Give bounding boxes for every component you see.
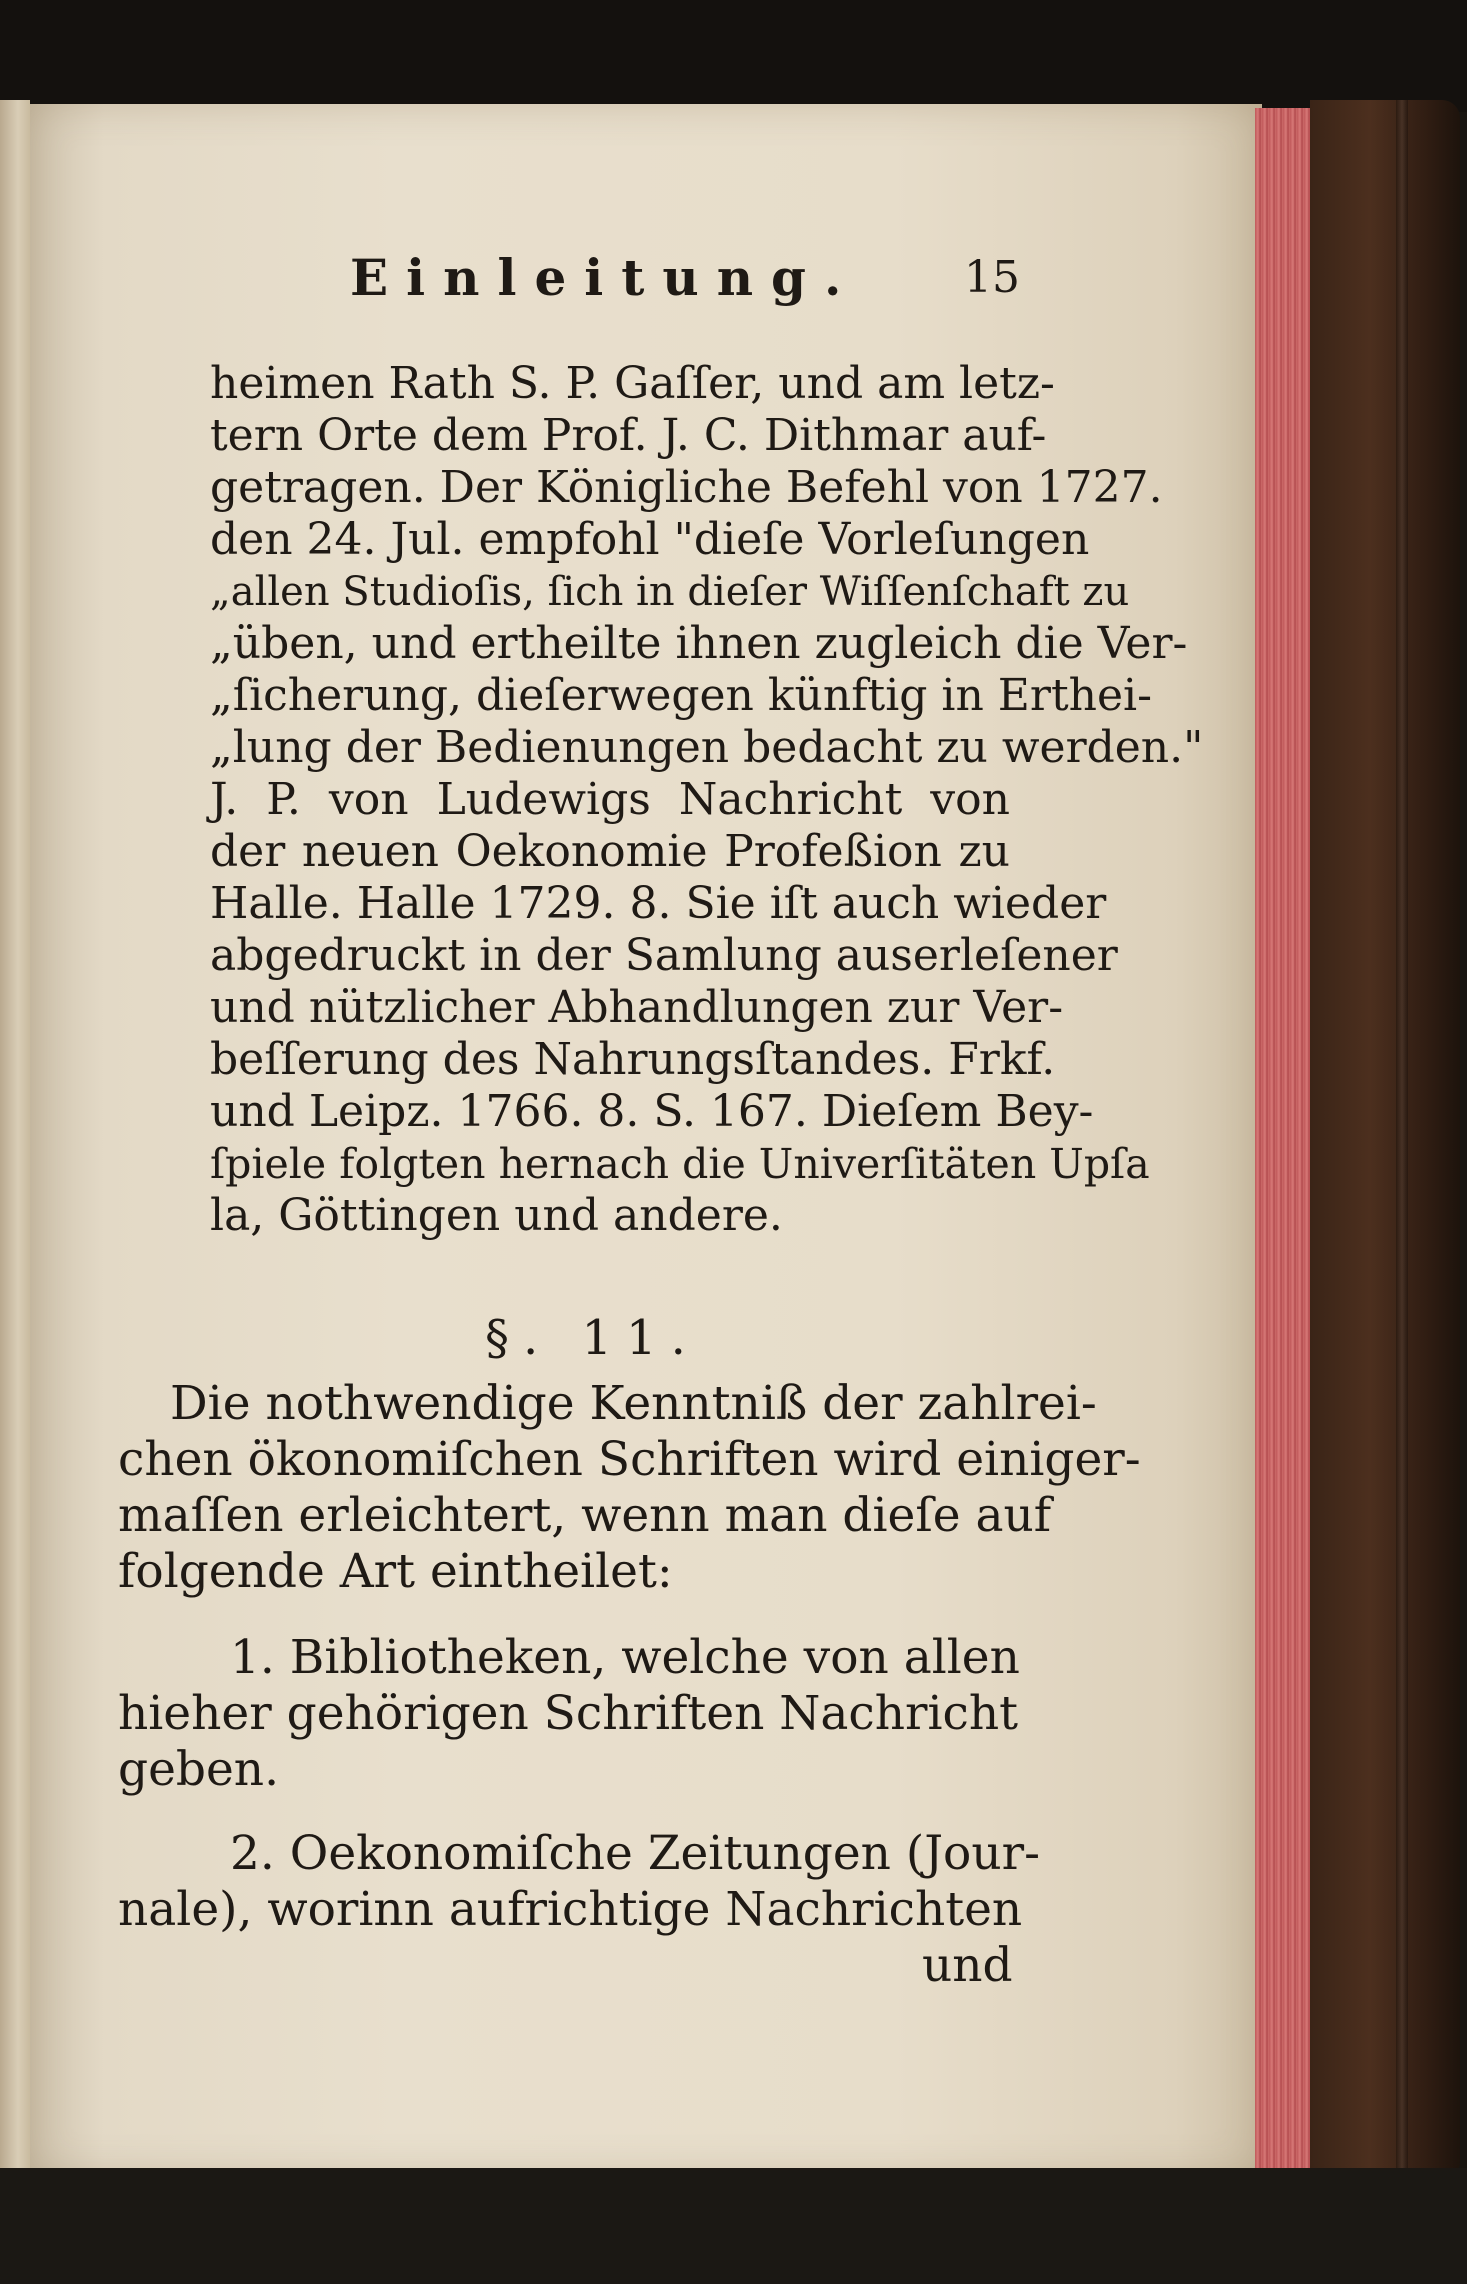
text-line: tern Orte dem Prof. J. C. Dithmar auf- xyxy=(210,410,1047,461)
text-line: Die nothwendige Kenntniß der zahlrei- xyxy=(170,1376,1097,1431)
section-heading: §. 11. xyxy=(485,1310,700,1366)
text-line: folgende Art eintheilet: xyxy=(118,1544,673,1599)
text-line: „allen Studioſis, ſich in dieſer Wiſſenſchaft zu xyxy=(210,569,1130,615)
list-item-text: geben. xyxy=(118,1742,280,1797)
page-number: 15 xyxy=(964,252,1020,303)
list-item-text: 2. Oekonomiſche Zeitungen (Jour- xyxy=(230,1826,1040,1881)
text-line: la, Göttingen und andere. xyxy=(210,1190,783,1241)
background-bottom xyxy=(0,2168,1467,2284)
text-line: den 24. Jul. empfohl "dieſe Vorleſungen xyxy=(210,514,1090,565)
text-line: und nützlicher Abhandlungen zur Ver- xyxy=(210,982,1064,1033)
text-line: beſſerung des Nahrungsſtandes. Frkf. xyxy=(210,1034,1056,1085)
text-line: „ſicherung, dieſerwegen künftig in Erthei- xyxy=(210,670,1152,721)
text-line: abgedruckt in der Samlung auserleſener xyxy=(210,930,1118,981)
page-edges-red xyxy=(1255,108,1313,2170)
background-top xyxy=(0,0,1467,112)
text-line: J. P. von Ludewigs Nachricht von xyxy=(210,774,1010,825)
catchword: und xyxy=(922,1938,1013,1993)
text-line: heimen Rath S. P. Gaſſer, und am letz- xyxy=(210,358,1055,409)
text-line: getragen. Der Königliche Befehl von 1727. xyxy=(210,462,1163,513)
text-line: der neuen Oekonomie Profeßion zu xyxy=(210,826,1010,877)
list-item-text: 1. Bibliotheken, welche von allen xyxy=(230,1630,1020,1685)
list-item-text: nale), worinn aufrichtige Nachrichten xyxy=(118,1882,1023,1937)
text-line: ſpiele folgten hernach die Univerſitäten Upſa xyxy=(210,1140,1150,1188)
text-line: Halle. Halle 1729. 8. Sie iſt auch wieder xyxy=(210,878,1107,929)
list-item-text: hieher gehörigen Schriften Nachricht xyxy=(118,1686,1018,1741)
text-line: „üben, und ertheilte ihnen zugleich die Ver- xyxy=(210,618,1188,669)
running-header: Einleitung. xyxy=(350,248,860,307)
text-line: „lung der Bedienungen bedacht zu werden." xyxy=(210,722,1204,773)
text-line: und Leipz. 1766. 8. S. 167. Dieſem Bey- xyxy=(210,1086,1094,1137)
book-cover xyxy=(1310,100,1460,2180)
left-page-edge xyxy=(0,100,30,2190)
text-line: maſſen erleichtert, wenn man dieſe auf xyxy=(118,1488,1052,1543)
text-line: chen ökonomiſchen Schriften wird einiger- xyxy=(118,1432,1141,1487)
